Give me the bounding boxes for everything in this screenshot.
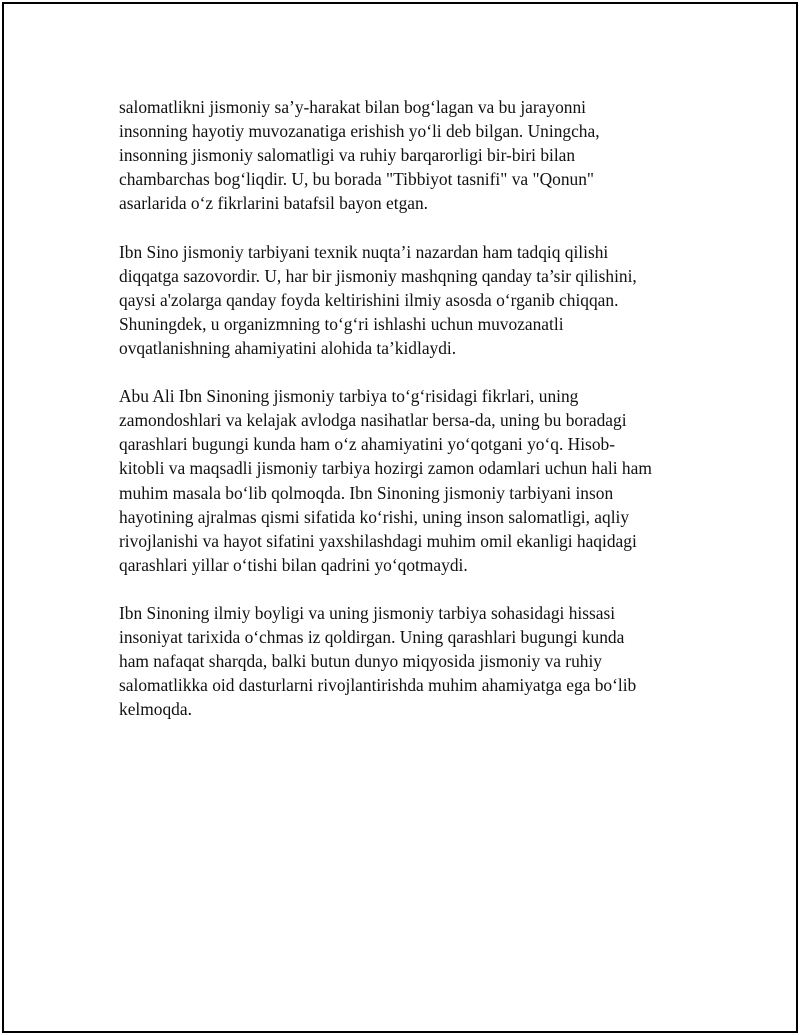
paragraph-1 (119, 95, 699, 215)
document-body (119, 95, 699, 746)
text-line: ovqatlanishning ahamiyatini alohida ta’kidlaydi. (119, 337, 457, 358)
text-line: insonning hayotiy muvozanatiga erishish yo‘li deb bilgan. Uningcha, (119, 121, 600, 142)
text-line: rivojlanishi va hayot sifatini yaxshilashdagi muhim omil ekanligi haqidagi (119, 530, 637, 551)
text-line: qarashlari bugungi kunda ham o‘z ahamiyatini yo‘qotgani yo‘q. Hisob- (119, 434, 615, 455)
text-line: Abu Ali Ibn Sinoning jismoniy tarbiya to‘g‘risidagi fikrlari, uning (119, 386, 579, 407)
text-line: qarashlari yillar o‘tishi bilan qadrini yo‘qotmaydi. (119, 554, 468, 575)
text-line: salomatlikka oid dasturlarni rivojlantirishda muhim ahamiyatga ega bo‘lib (119, 675, 637, 696)
text-line: Ibn Sinoning ilmiy boyligi va uning jismoniy tarbiya sohasidagi hissasi (119, 602, 616, 623)
text-line: muhim masala bo‘lib qolmoqda. Ibn Sinoning jismoniy tarbiyani inson (119, 482, 614, 503)
text-line: asarlarida o‘z fikrlarini batafsil bayon etgan. (119, 193, 429, 214)
paragraph-4 (119, 601, 699, 721)
text-line: diqqatga sazovordir. U, har bir jismoniy mashqning qanday ta’sir qilishini, (119, 265, 637, 286)
text-line: insonning jismoniy salomatligi va ruhiy barqarorligi bir-biri bilan (119, 145, 576, 166)
text-line: Shuningdek, u organizmning to‘g‘ri ishlashi uchun muvozanatli (119, 313, 564, 334)
text-line: hayotining ajralmas qismi sifatida ko‘rishi, uning inson salomatligi, aqliy (119, 506, 630, 527)
text-line: salomatlikni jismoniy sa’y-harakat bilan bog‘lagan va bu jarayonni (119, 97, 587, 117)
text-line: qaysi a'zolarga qanday foyda keltirishini ilmiy asosda o‘rganib chiqqan. (119, 289, 619, 310)
text-line: kelmoqda. (119, 699, 192, 720)
text-line: ham nafaqat sharqda, balki butun dunyo miqyosida jismoniy va ruhiy (119, 651, 602, 672)
document-page (2, 2, 798, 1033)
paragraph-3 (119, 384, 699, 577)
text-line: zamondoshlari va kelajak avlodga nasihatlar bersa-da, uning bu boradagi (119, 410, 627, 431)
text-line: Ibn Sino jismoniy tarbiyani texnik nuqta’i nazardan ham tadqiq qilishi (119, 241, 609, 262)
text-line: chambarchas bog‘liqdir. U, bu borada "Tibbiyot tasnifi" va "Qonun" (119, 169, 595, 190)
paragraph-2 (119, 240, 699, 360)
text-line: kitobli va maqsadli jismoniy tarbiya hozirgi zamon odamlari uchun hali ham (119, 458, 652, 479)
text-line: insoniyat tarixida o‘chmas iz qoldirgan. Uning qarashlari bugungi kunda (119, 627, 625, 648)
